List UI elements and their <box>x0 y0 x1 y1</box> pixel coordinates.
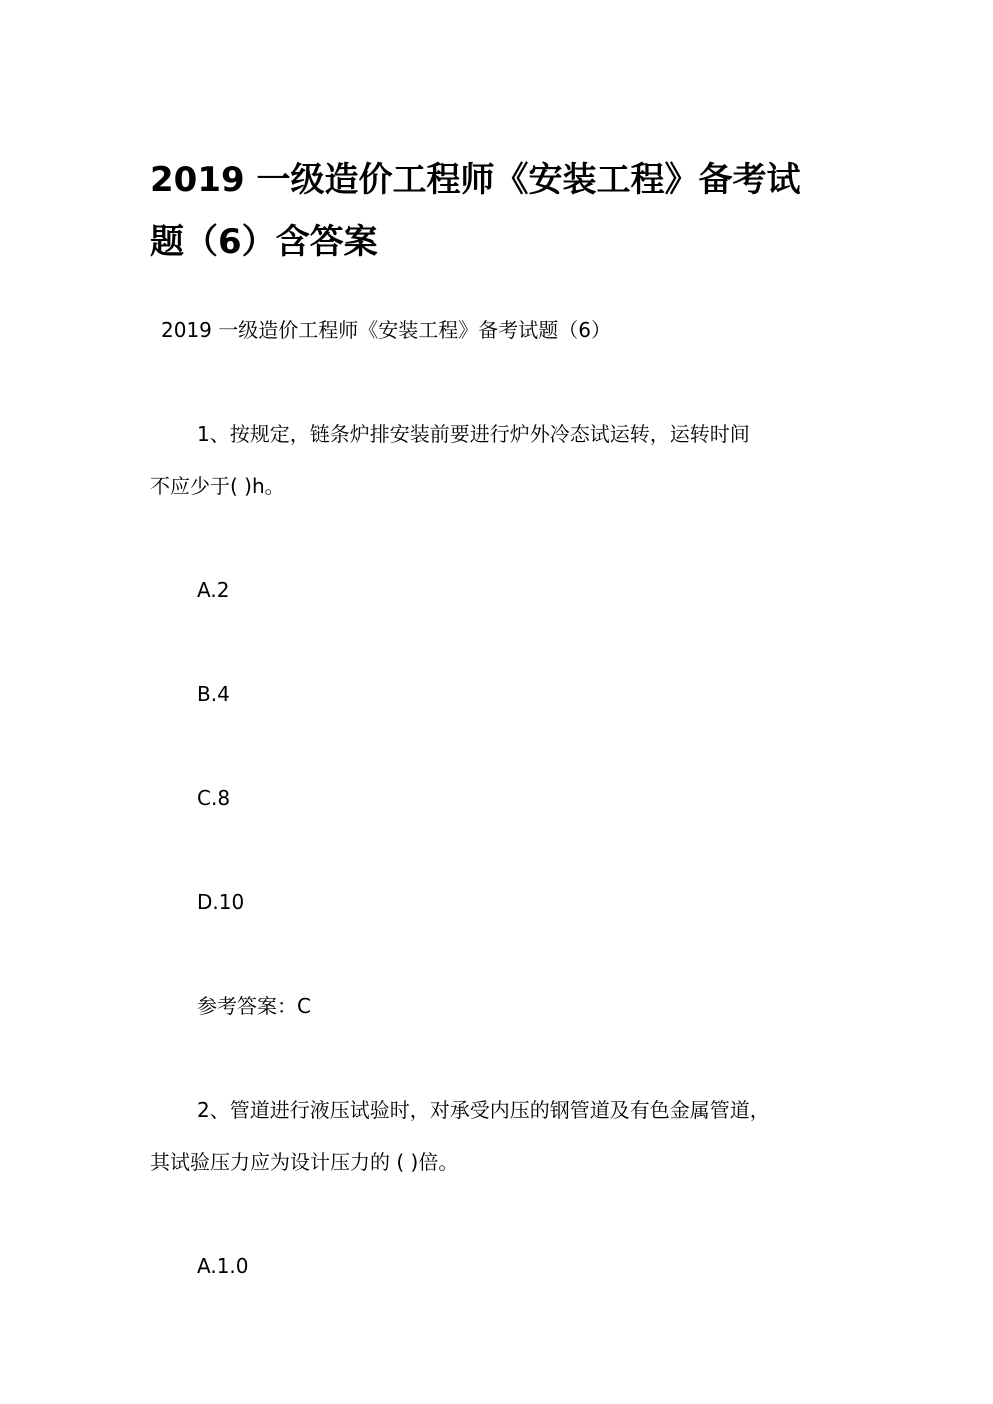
question-1-answer: 参考答案：C <box>197 994 311 1018</box>
question-1-option-d: D.10 <box>197 890 245 914</box>
question-2-stem-line-2: 其试验压力应为设计压力的 ( )倍。 <box>150 1150 459 1174</box>
question-1-option-a: A.2 <box>197 578 230 602</box>
question-1-stem-line-2: 不应少于( )h。 <box>150 474 285 498</box>
page-title-line-2: 题（6）含答案 <box>150 222 378 262</box>
document-subtitle: 2019 一级造价工程师《安装工程》备考试题（6） <box>161 318 611 342</box>
page-title-line-1: 2019 一级造价工程师《安装工程》备考试 <box>150 160 801 200</box>
question-1-option-b: B.4 <box>197 682 230 706</box>
question-2-stem-line-1: 2、管道进行液压试验时，对承受内压的钢管道及有色金属管道， <box>197 1098 770 1122</box>
question-1-option-c: C.8 <box>197 786 231 810</box>
question-1-stem-line-1: 1、按规定，链条炉排安装前要进行炉外冷态试运转，运转时间 <box>197 422 750 446</box>
question-2-option-a: A.1.0 <box>197 1254 249 1278</box>
